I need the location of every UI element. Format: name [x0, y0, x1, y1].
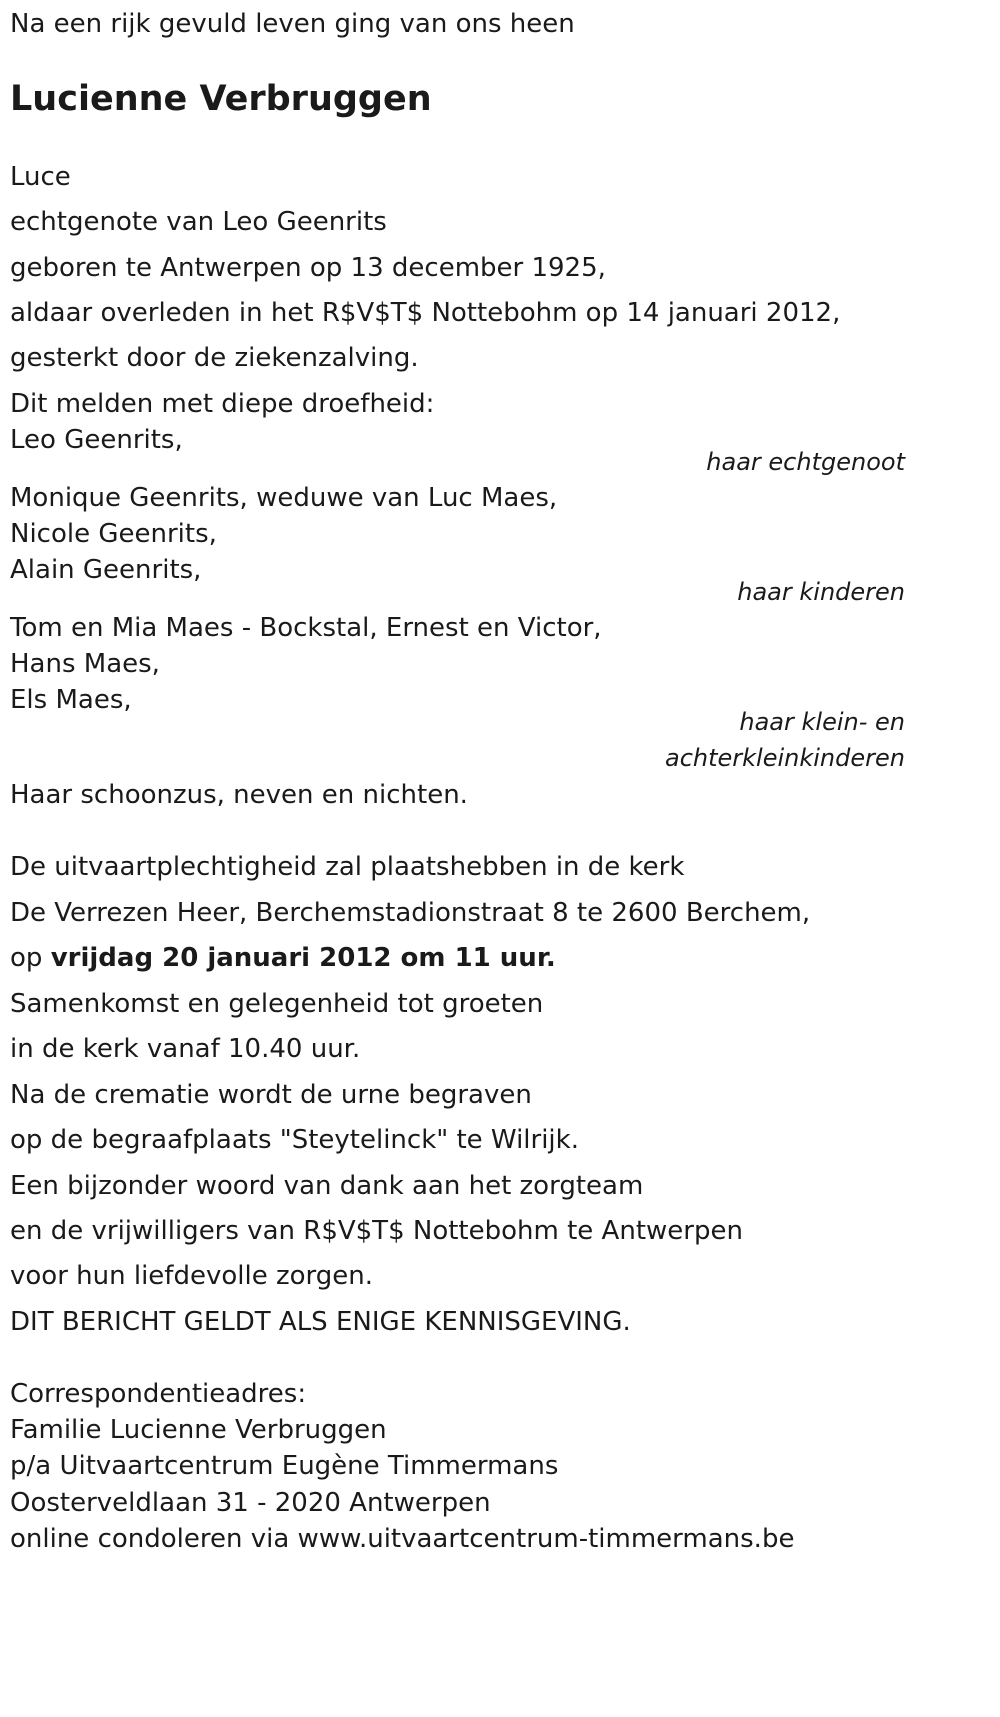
ceremony-line-2: De Verrezen Heer, Berchemstadionstraat 8 te 2600 Berchem,: [10, 898, 811, 928]
ceremony-date-bold: vrijdag 20 januari 2012 om 11 uur.: [50, 943, 556, 973]
husband-role: haar echtgenoot: [706, 448, 905, 476]
grandchild-2: Hans Maes,: [10, 649, 160, 679]
correspondence-heading: Correspondentieadres:: [10, 1379, 307, 1409]
correspondence-line-3: Oosterveldlaan 31 - 2020 Antwerpen: [10, 1488, 491, 1518]
ceremony-date-prefix: op: [10, 943, 51, 973]
ceremony-line-6: Na de crematie wordt de urne begraven: [10, 1080, 532, 1110]
correspondence-line-1: Familie Lucienne Verbruggen: [10, 1415, 387, 1445]
child-3: Alain Geenrits,: [10, 555, 202, 585]
other-relatives: Haar schoonzus, neven en nichten.: [10, 780, 468, 810]
condolence-link[interactable]: online condoleren via www.uitvaartcentrum-timmermans.be: [10, 1524, 795, 1554]
child-1: Monique Geenrits, weduwe van Luc Maes,: [10, 483, 558, 513]
ceremony-line-1: De uitvaartplechtigheid zal plaatshebben in de kerk: [10, 852, 685, 882]
ceremony-line-5: in de kerk vanaf 10.40 uur.: [10, 1034, 361, 1064]
child-2: Nicole Geenrits,: [10, 519, 217, 549]
children-role: haar kinderen: [737, 578, 905, 606]
death-line: aldaar overleden in het R$V$T$ Nottebohm op 14 januari 2012,: [10, 298, 841, 328]
nickname: Luce: [10, 162, 71, 192]
grandchildren-role-1: haar klein- en: [739, 708, 905, 736]
intro-text: Na een rijk gevuld leven ging van ons heen: [10, 9, 575, 39]
notice-line: DIT BERICHT GELDT ALS ENIGE KENNISGEVING.: [10, 1307, 631, 1337]
ceremony-line-10: voor hun liefdevolle zorgen.: [10, 1261, 373, 1291]
ceremony-line-9: en de vrijwilligers van R$V$T$ Nottebohm te Antwerpen: [10, 1216, 743, 1246]
grandchildren-role-2: achterkleinkinderen: [665, 744, 905, 772]
ceremony-line-4: Samenkomst en gelegenheid tot groeten: [10, 989, 544, 1019]
husband-name: Leo Geenrits,: [10, 425, 183, 455]
grandchild-1: Tom en Mia Maes - Bockstal, Ernest en Victor,: [10, 613, 602, 643]
ceremony-date: [10, 942, 556, 974]
deceased-name: Lucienne Verbruggen: [10, 79, 432, 119]
sacrament-line: gesterkt door de ziekenzalving.: [10, 343, 419, 373]
spouse-line: echtgenote van Leo Geenrits: [10, 207, 387, 237]
ceremony-line-8: Een bijzonder woord van dank aan het zorgteam: [10, 1171, 644, 1201]
ceremony-line-7: op de begraafplaats "Steytelinck" te Wilrijk.: [10, 1125, 579, 1155]
grandchild-3: Els Maes,: [10, 685, 132, 715]
correspondence-line-2: p/a Uitvaartcentrum Eugène Timmermans: [10, 1451, 559, 1481]
birth-line: geboren te Antwerpen op 13 december 1925,: [10, 253, 606, 283]
announce-line: Dit melden met diepe droefheid:: [10, 389, 435, 419]
